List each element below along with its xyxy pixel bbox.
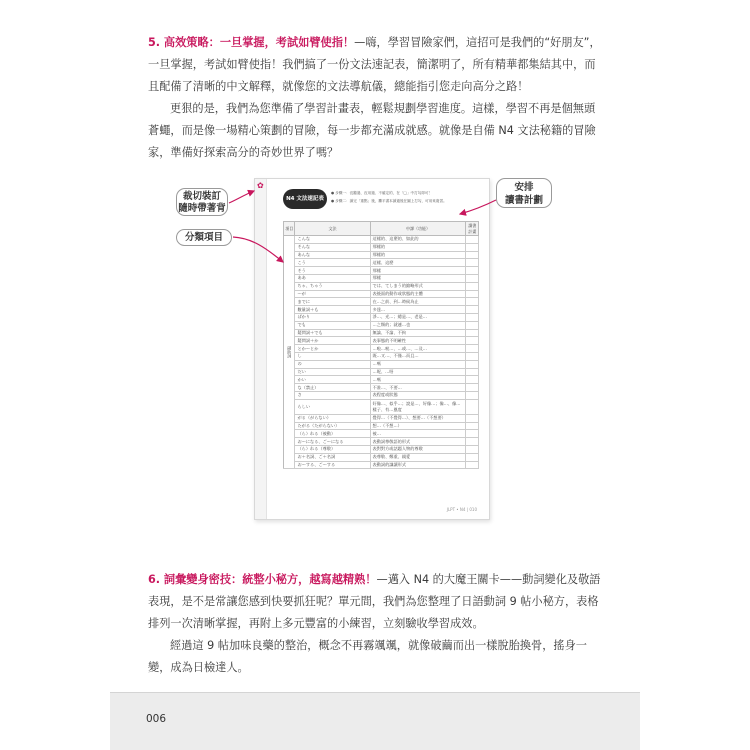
grammar-cell: そんな [295,243,370,251]
plan-checkbox-cell[interactable] [466,438,479,446]
table-row [284,391,479,399]
meaning-cell: 好像…、似乎…；說是…、好像…；像…、像…樣子、有…風度 [370,399,466,414]
table-row [284,438,479,446]
table-row [284,236,479,244]
table-row [284,422,479,430]
plan-checkbox-cell[interactable] [466,399,479,414]
table-row [284,337,479,345]
meaning-cell: …嗎 [370,360,466,368]
preview-title: N4 文法速記表 [283,189,327,209]
grammar-cell: 疑問詞＋でも [295,329,370,337]
grammar-cell: 數量詞＋も [295,306,370,314]
grammar-cell: そう [295,267,370,275]
section-6-paragraph-2: 經過這 9 帖加味良藥的整治，概念不再霧颯颯，就像破繭而出一樣脫胎換骨，搖身一變，成為日檢達人。 [148,639,587,674]
grammar-cell: の [295,360,370,368]
preview-step-1: ● 步驟一：沒聽過、沒用過、不確定的，在「□」中打勾即可！ [331,191,433,195]
preview-footer: JLPT • N4 | 010 [446,507,477,512]
col-header-meaning: 中譯（功能） [370,222,466,236]
grammar-cell: だい [295,368,370,376]
meaning-cell: 既…又…、不僅…而且… [370,352,466,360]
table-row [284,430,479,438]
col-header-plan: 讀書計畫 [466,222,479,236]
grammar-cell: かい [295,376,370,384]
table-row [284,321,479,329]
meaning-cell: 那樣的 [370,251,466,259]
plan-checkbox-cell[interactable] [466,337,479,345]
grammar-cell: 〜が [295,290,370,298]
meaning-cell: 表程度或狀態 [370,391,466,399]
callout-category [176,229,232,246]
meaning-cell: …呢、…呀 [370,368,466,376]
meaning-cell: …啦…啦…、…或…、…及… [370,345,466,353]
meaning-cell: 這樣的、這麼的、如此的 [370,236,466,244]
table-row [284,267,479,275]
meaning-cell: 表尊敬、鄭重、親愛 [370,453,466,461]
plan-checkbox-cell[interactable] [466,368,479,376]
meaning-cell: 多達… [370,306,466,314]
grammar-cell: ばかり [295,313,370,321]
grammar-cell: あんな [295,251,370,259]
section-6 [148,569,606,679]
preview-side-bar [255,179,267,519]
table-row [284,298,479,306]
section-6-body-rest: 現，是不是常讓您感到快要抓狂呢？單元間，我們為您整理了日語動詞 9 帖小秘方，表格排列一次清晰掌握，再附上多元豐富的小練習，立刻驗收學習成效。 [148,595,599,630]
flower-icon: ✿ [257,181,264,190]
section-6-heading: 6. 詞彙變身密技：統整小秘方，越寫越精熟！ [148,573,377,586]
plan-checkbox-cell[interactable] [466,461,479,469]
section-5 [148,32,606,164]
grammar-cell: がる（がらない） [295,414,370,422]
grammar-cell: こう [295,259,370,267]
table-row [284,414,479,422]
meaning-cell: 無論、不論、不拘 [370,329,466,337]
callout-study-plan [496,178,552,208]
grammar-cell: お〜する、ご〜する [295,461,370,469]
grammar-cell: とか〜とか [295,345,370,353]
table-row [284,251,479,259]
section-5-body-rest: 一旦掌握，考試如臂使指！我們搞了一份文法速記表，簡潔明了，所有精華都集結其中，而且配備了清晰的中文解釋，就像您的文法導航儀，總能指引您走向高分之路！ [148,58,596,93]
grammar-cell: ちゃ、ちゃう [295,282,370,290]
table-row [284,453,479,461]
table-row [284,259,479,267]
page-number: 006 [146,713,167,725]
plan-checkbox-cell[interactable] [466,243,479,251]
callout-cut-bind [176,188,228,216]
plan-checkbox-cell[interactable] [466,345,479,353]
table-row [284,399,479,414]
grammar-cell: お＋名詞、ご＋名詞 [295,453,370,461]
grammar-table [283,221,479,469]
grammar-cell: でも [295,321,370,329]
section-5-heading: 5. 高效策略：一旦掌握，考試如臂使指！ [148,36,355,49]
table-row [284,329,479,337]
preview-step-2: ● 步驟二：讀完「重點」後，攤平書本讀過後在圖上打勾，可用來複習。 [331,199,447,203]
footer-band [110,692,640,750]
table-row [284,368,479,376]
callout-study-plan-text: 安排 讀書計劃 [504,182,543,206]
table-row [284,360,479,368]
col-header-grammar: 文法 [295,222,370,236]
meaning-cell: では、てしまう的縮略形式 [370,282,466,290]
table-row [284,290,479,298]
grammar-sheet-preview [254,178,490,520]
grammar-cell: さ [295,391,370,399]
meaning-cell: 表後面的動作或狀態的主體 [370,290,466,298]
meaning-cell: 那樣 [370,267,466,275]
table-row [284,461,479,469]
table-row [284,313,479,321]
grammar-cell: 疑問詞＋か [295,337,370,345]
plan-checkbox-cell[interactable] [466,453,479,461]
plan-checkbox-cell[interactable] [466,321,479,329]
meaning-cell: 表事態的不明確性 [370,337,466,345]
plan-checkbox-cell[interactable] [466,352,479,360]
meaning-cell: …之類的；就連…也 [370,321,466,329]
grammar-cell: たがる（たがらない） [295,422,370,430]
grammar-cell: らしい [295,399,370,414]
meaning-cell: 那樣 [370,274,466,282]
meaning-cell: 表動詞尊敬語的形式 [370,438,466,446]
plan-checkbox-cell[interactable] [466,360,479,368]
grammar-cell: までに [295,298,370,306]
meaning-cell: 在…之前、到…時候為止 [370,298,466,306]
grammar-cell: し [295,352,370,360]
plan-checkbox-cell[interactable] [466,430,479,438]
plan-checkbox-cell[interactable] [466,445,479,453]
section-6-body-line1: —邁入 N4 的大魔王關卡——動詞變化及敬語表 [148,573,601,608]
grammar-cell: な（禁止） [295,384,370,392]
callout-cut-bind-text: 裁切裝訂 隨時帶著背 [178,191,226,214]
meaning-cell: 不准…、不要… [370,384,466,392]
plan-checkbox-cell[interactable] [466,259,479,267]
callout-category-text: 分類項目 [184,232,223,243]
meaning-cell: 表對對方或話題人物的尊敬 [370,445,466,453]
table-row [284,445,479,453]
plan-checkbox-cell[interactable] [466,282,479,290]
plan-checkbox-cell[interactable] [466,384,479,392]
meaning-cell: 想…（不想…） [370,422,466,430]
category-cell: 副助詞 [284,236,295,469]
meaning-cell: 被… [370,430,466,438]
plan-checkbox-cell[interactable] [466,236,479,244]
section-5-paragraph-2: 更狠的是，我們為您準備了學習計畫表，輕鬆規劃學習進度。這樣，學習不再是個無頭蒼蠅，而是像一場精心策劃的冒險，每一步都充滿成就感。就像是自備 N4 文法秘籍的冒險家，準備好探索高分的奇妙世界了嗎？ [148,102,596,159]
table-row [284,274,479,282]
plan-checkbox-cell[interactable] [466,298,479,306]
meaning-cell: …嗎 [370,376,466,384]
plan-checkbox-cell[interactable] [466,422,479,430]
meaning-cell: 淨…、光…；總是…、老是… [370,313,466,321]
plan-checkbox-cell[interactable] [466,391,479,399]
section-5-body-line1: —嗨，學習冒險家們，這招可是我們的“好朋友”， [354,36,601,49]
grammar-cell: （ら）れる（被動） [295,430,370,438]
meaning-cell: 這樣、這麼 [370,259,466,267]
plan-checkbox-cell[interactable] [466,329,479,337]
table-row [284,376,479,384]
table-row [284,306,479,314]
table-row [284,384,479,392]
grammar-cell: お〜になる、ご〜になる [295,438,370,446]
plan-checkbox-cell[interactable] [466,414,479,422]
plan-checkbox-cell[interactable] [466,306,479,314]
table-row [284,352,479,360]
table-row [284,243,479,251]
meaning-cell: 表動詞的謙讓形式 [370,461,466,469]
meaning-cell: 那樣的 [370,243,466,251]
plan-checkbox-cell[interactable] [466,290,479,298]
table-row [284,282,479,290]
plan-checkbox-cell[interactable] [466,267,479,275]
meaning-cell: 覺得…（不覺得…）、想要…（不想要） [370,414,466,422]
plan-checkbox-cell[interactable] [466,251,479,259]
plan-checkbox-cell[interactable] [466,376,479,384]
table-row [284,345,479,353]
grammar-cell: ああ [295,274,370,282]
col-header-category: 項目 [284,222,295,236]
plan-checkbox-cell[interactable] [466,274,479,282]
grammar-cell: こんな [295,236,370,244]
plan-checkbox-cell[interactable] [466,313,479,321]
grammar-cell: （ら）れる（尊敬） [295,445,370,453]
